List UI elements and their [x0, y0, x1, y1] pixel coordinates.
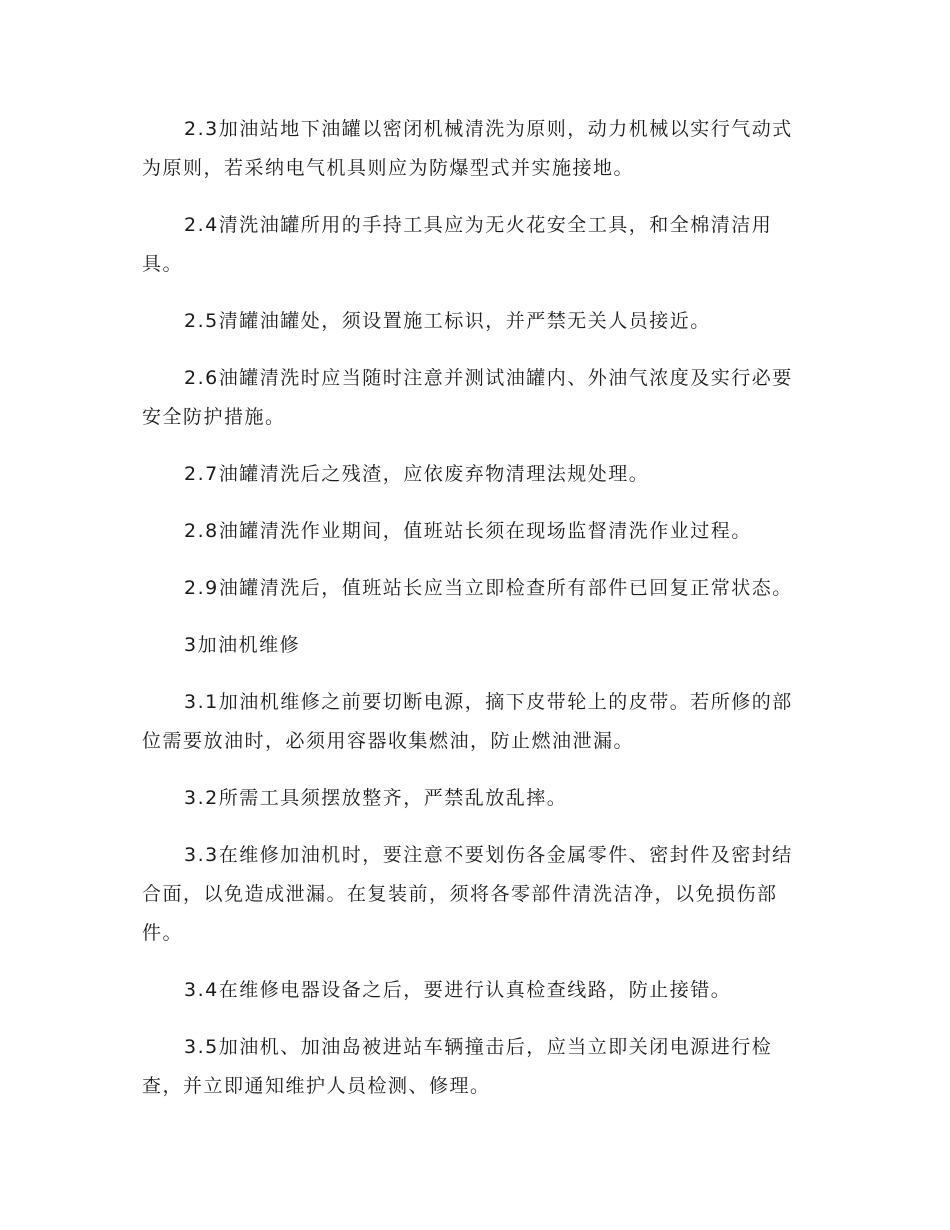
paragraph-3-2: 3.2所需工具须摆放整齐，严禁乱放乱摔。: [184, 787, 568, 809]
paragraph-3-5: 3.5加油机、加油岛被进站车辆撞击后，应当立即关闭电源进行检查，并立即通知维护人员检测、修理。: [142, 1036, 773, 1097]
paragraph-2-4: 2.4清洗油罐所用的手持工具应为无火花安全工具，和全棉清洁用具。: [142, 214, 773, 275]
paragraph-2-9: 2.9油罐清洗后，值班站长应当立即检查所有部件已回复正常状态。: [184, 577, 793, 599]
paragraph-2-6: 2.6油罐清洗时应当随时注意并测试油罐内、外油气浓度及实行必要安全防护措施。: [142, 367, 793, 428]
document-body: [142, 110, 812, 1124]
paragraph-2-5: 2.5清罐油罐处，须设置施工标识，并严禁无关人员接近。: [184, 310, 711, 332]
paragraph-3-3: 3.3在维修加油机时，要注意不要划伤各金属零件、密封件及密封结合面，以免造成泄漏。在复装前，须将各零部件清洗洁净，以免损伤部件。: [142, 844, 793, 944]
paragraph-3-4: 3.4在维修电器设备之后，要进行认真检查线路，防止接错。: [184, 979, 732, 1001]
paragraph-3-1: 3.1加油机维修之前要切断电源，摘下皮带轮上的皮带。若所修的部位需要放油时，必须用容器收集燃油，防止燃油泄漏。: [142, 691, 793, 752]
paragraph-2-3: 2.3加油站地下油罐以密闭机械清洗为原则，动力机械以实行气动式为原则，若采纳电气机具则应为防爆型式并实施接地。: [142, 118, 793, 179]
paragraph-2-8: 2.8油罐清洗作业期间，值班站长须在现场监督清洗作业过程。: [184, 520, 752, 542]
paragraph-2-7: 2.7油罐清洗后之残渣，应依废弃物清理法规处理。: [184, 463, 650, 485]
section-heading-3: 3加油机维修: [184, 634, 301, 656]
